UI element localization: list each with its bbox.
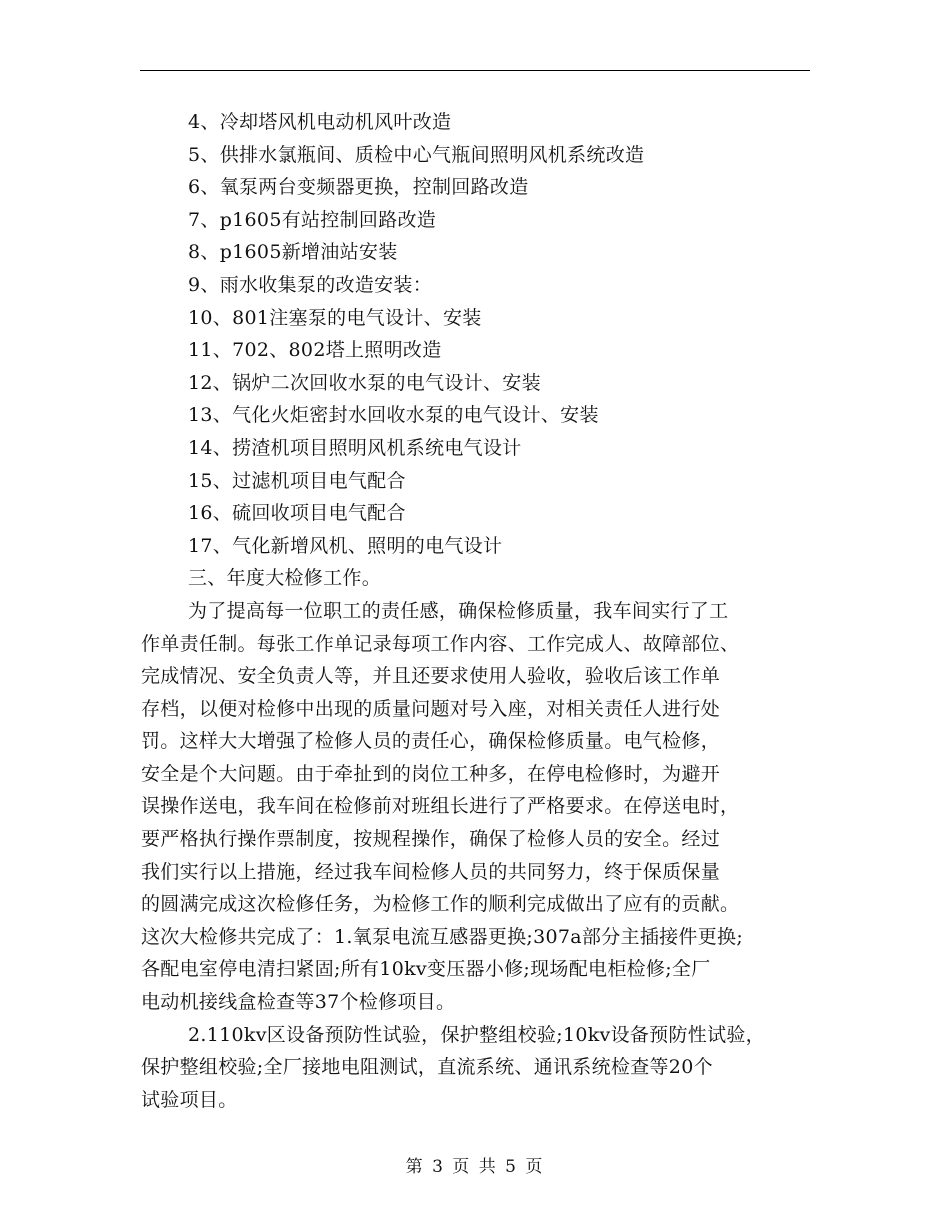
paragraph-line: 保护整组校验;全厂接地电阻测试，直流系统、通讯系统检查等20个	[141, 1056, 713, 1079]
list-item: 10、801注塞泵的电气设计、安装	[188, 306, 482, 329]
paragraph-line: 误操作送电，我车间在检修前对班组长进行了严格要求。在停送电时，	[141, 795, 740, 818]
paragraph-line: 电动机接线盒检查等37个检修项目。	[141, 991, 456, 1014]
paragraph-line: 试验项目。	[141, 1088, 238, 1111]
section-heading: 三、年度大检修工作。	[188, 567, 382, 590]
paragraph-line: 我们实行以上措施，经过我车间检修人员的共同努力，终于保质保量	[141, 860, 721, 883]
list-item: 8、p1605新增油站安装	[188, 241, 398, 264]
list-item: 16、硫回收项目电气配合	[188, 502, 406, 525]
header-rule	[140, 70, 810, 71]
paragraph-tests	[141, 1019, 821, 1117]
list-item: 15、过滤机项目电气配合	[188, 469, 406, 492]
paragraph-line: 安全是个大问题。由于牵扯到的岗位工种多，在停电检修时，为避开	[141, 762, 721, 785]
list-item: 12、锅炉二次回收水泵的电气设计、安装	[188, 371, 541, 394]
list-item: 11、702、802塔上照明改造	[188, 339, 442, 362]
list-item: 9、雨水收集泵的改造安装：	[188, 273, 432, 296]
list-item: 17、气化新增风机、照明的电气设计	[188, 534, 503, 557]
paragraph-line: 完成情况、安全负责人等，并且还要求使用人验收，验收后该工作单	[141, 665, 721, 688]
paragraph-line: 各配电室停电清扫紧固;所有10kv变压器小修;现场配电柜检修;全厂	[141, 958, 711, 981]
list-item: 4、冷却塔风机电动机风叶改造	[188, 111, 452, 133]
list-item: 13、气化火炬密封水回收水泵的电气设计、安装	[188, 404, 599, 427]
paragraph-line: 罚。这样大大增强了检修人员的责任心，确保检修质量。电气检修，	[141, 730, 721, 753]
paragraph-line: 要严格执行操作票制度，按规程操作，确保了检修人员的安全。经过	[141, 828, 721, 851]
list-item: 7、p1605有站控制回路改造	[188, 208, 437, 231]
paragraph-maintenance	[141, 595, 821, 1019]
paragraph-line: 2.110kv区设备预防性试验，保护整组校验;10kv设备预防性试验，	[188, 1023, 765, 1046]
list-item: 6、氧泵两台变频器更换，控制回路改造	[188, 176, 529, 199]
paragraph-line: 这次大检修共完成了：1.氧泵电流互感器更换;307a部分主插接件更换;	[141, 925, 744, 948]
document-body	[141, 106, 821, 1116]
paragraph-line: 作单责任制。每张工作单记录每项工作内容、工作完成人、故障部位、	[141, 632, 740, 655]
page-number: 第 3 页 共 5 页	[405, 1157, 545, 1177]
list-item: 14、捞渣机项目照明风机系统电气设计	[188, 436, 522, 459]
numbered-list	[141, 106, 821, 562]
list-item: 5、供排水氯瓶间、质检中心气瓶间照明风机系统改造	[188, 143, 645, 166]
paragraph-line: 存档，以便对检修中出现的质量问题对号入座，对相关责任人进行处	[141, 697, 721, 720]
paragraph-line: 的圆满完成这次检修任务，为检修工作的顺利完成做出了应有的贡献。	[141, 893, 740, 916]
paragraph-line: 为了提高每一位职工的责任感，确保检修质量，我车间实行了工	[188, 599, 729, 622]
